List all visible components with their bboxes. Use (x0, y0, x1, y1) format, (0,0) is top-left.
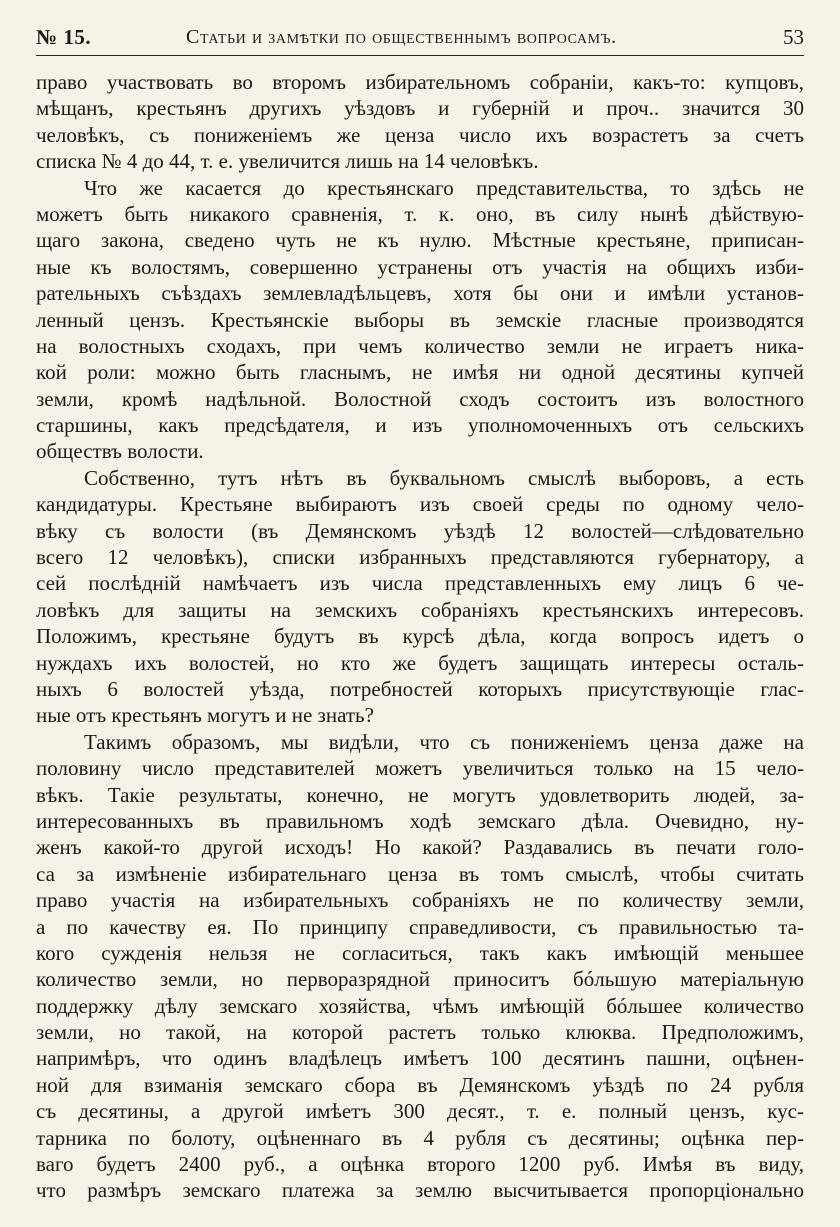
text-line: право участія на избирательныхъ собраніяхъ не по количеству земли, (36, 888, 804, 913)
text-line: Собственно, тутъ нѣтъ въ буквальномъ смыслѣ выборовъ, а есть (84, 465, 804, 490)
text-line: ной для взиманія земскаго сбора въ Демянскомъ уѣздѣ по 24 рубля (36, 1072, 804, 1097)
text-line: ныхъ 6 волостей уѣзда, потребностей которыхъ присутствующіе глас- (36, 676, 804, 701)
text-line: са за измѣненіе избирательнаго ценза въ томъ смыслѣ, чтобы считать (36, 861, 804, 886)
text-line: интересованныхъ въ правильномъ ходѣ земскаго дѣла. Очевидно, ну- (36, 808, 804, 833)
text-line: старшины, какъ предсѣдателя, и изъ уполномоченныхъ отъ сельскихъ (36, 413, 804, 438)
text-line: ные отъ крестьянъ могутъ и не знать? (36, 703, 374, 728)
text-line: обществъ волости. (36, 439, 204, 464)
text-line: тарника по болоту, оцѣненнаго въ 4 рубля съ десятины; оцѣнка пер- (36, 1125, 804, 1150)
text-line: человѣкъ, съ пониженіемъ же ценза число ихъ возрастетъ за счетъ (36, 122, 804, 147)
text-line: ленный цензъ. Крестьянскіе выборы въ земскіе гласные производятся (36, 307, 804, 332)
text-line: женъ какой-то другой исходъ! Но какой? Раздавались въ печати голо- (36, 835, 804, 860)
text-line: половину число представителей можетъ увеличиться только на 15 чело- (36, 756, 804, 781)
text-line: сей послѣдній намѣчаетъ изъ числа представленныхъ ему лицъ 6 че- (36, 571, 804, 596)
text-line: можетъ быть никакого сравненія, т. к. оно, въ силу нынѣ дѣйствую- (36, 201, 804, 226)
text-line: право участвовать во второмъ избирательномъ собраніи, какъ-то: купцовъ, (36, 70, 804, 94)
text-line: земли, кромѣ надѣльной. Волостной сходъ состоитъ изъ волостного (36, 386, 804, 411)
text-line: вѣкъ. Такіе результаты, конечно, не могутъ удовлетворить людей, за- (36, 782, 804, 807)
text-line: ваго будетъ 2400 руб., а оцѣнка второго 1200 руб. Имѣя въ виду, (36, 1152, 804, 1177)
text-line: ловѣкъ для защиты на земскихъ собраніяхъ крестьянскихъ интересовъ. (36, 597, 804, 622)
body-text (36, 69, 804, 1204)
text-line: Что же касается до крестьянскаго представительства, то здѣсь не (84, 175, 804, 200)
text-line: поддержку дѣлу земскаго хозяйства, чѣмъ имѣющій бóльшее количество (36, 993, 804, 1018)
text-line: а по качеству ея. По принципу справедливости, съ правильностью та- (36, 914, 804, 939)
text-line: на волостныхъ сходахъ, при чемъ количество земли не играетъ ника- (36, 333, 804, 358)
text-line: вѣку съ волости (въ Демянскомъ уѣздѣ 12 волостей—слѣдовательно (36, 518, 804, 543)
text-line: что размѣръ земскаго платежа за землю высчитывается пропорціонально (36, 1178, 804, 1203)
text-line: земли, но такой, на которой растетъ только клюква. Предположимъ, (36, 1020, 804, 1045)
issue-number: № 15. (36, 25, 92, 49)
running-title: Статьи и замѣтки по общественнымъ вопросамъ. (186, 26, 617, 48)
text-line: нуждахъ ихъ волостей, но кто же будетъ защищать интересы осталь- (36, 650, 804, 675)
text-line: ные къ волостямъ, совершенно устранены отъ участія на общихъ изби- (36, 254, 804, 279)
text-line: съ десятины, а другой имѣетъ 300 десят., т. е. полный цензъ, кус- (36, 1099, 804, 1124)
text-line: Положимъ, крестьяне будутъ въ курсѣ дѣла, когда вопросъ идетъ о (36, 624, 804, 649)
text-line: списка № 4 до 44, т. е. увеличится лишь на 14 человѣкъ. (36, 149, 539, 174)
text-line: мѣщанъ, крестьянъ другихъ уѣздовъ и губерній и проч.. значится 30 (36, 96, 804, 121)
text-line: всего 12 человѣкъ), списки избранныхъ представляются губернатору, а (36, 545, 804, 570)
page-number: 53 (783, 25, 804, 49)
text-line: рательныхъ съѣздахъ землевладѣльцевъ, хотя бы они и имѣли установ- (36, 281, 804, 306)
text-line: количество земли, но перворазрядной приноситъ бóльшую матеріальную (36, 967, 804, 992)
text-line: напримѣръ, что одинъ владѣлецъ имѣетъ 100 десятинъ пашни, оцѣнен- (36, 1046, 804, 1071)
text-line: кого сужденія нельзя не согласиться, такъ какъ имѣющій меньшее (36, 940, 804, 965)
text-line: Такимъ образомъ, мы видѣли, что съ пониженіемъ ценза даже на (84, 729, 804, 754)
text-line: кандидатуры. Крестьяне выбираютъ изъ своей среды по одному чело- (36, 492, 804, 517)
text-line: кой роли: можно быть гласнымъ, не имѣя ни одной десятины купчей (36, 360, 804, 385)
header-rule (36, 55, 804, 56)
running-head (36, 22, 804, 52)
text-line: щаго закона, сведено чуть не къ нулю. Мѣстные крестьяне, приписан- (36, 228, 804, 253)
